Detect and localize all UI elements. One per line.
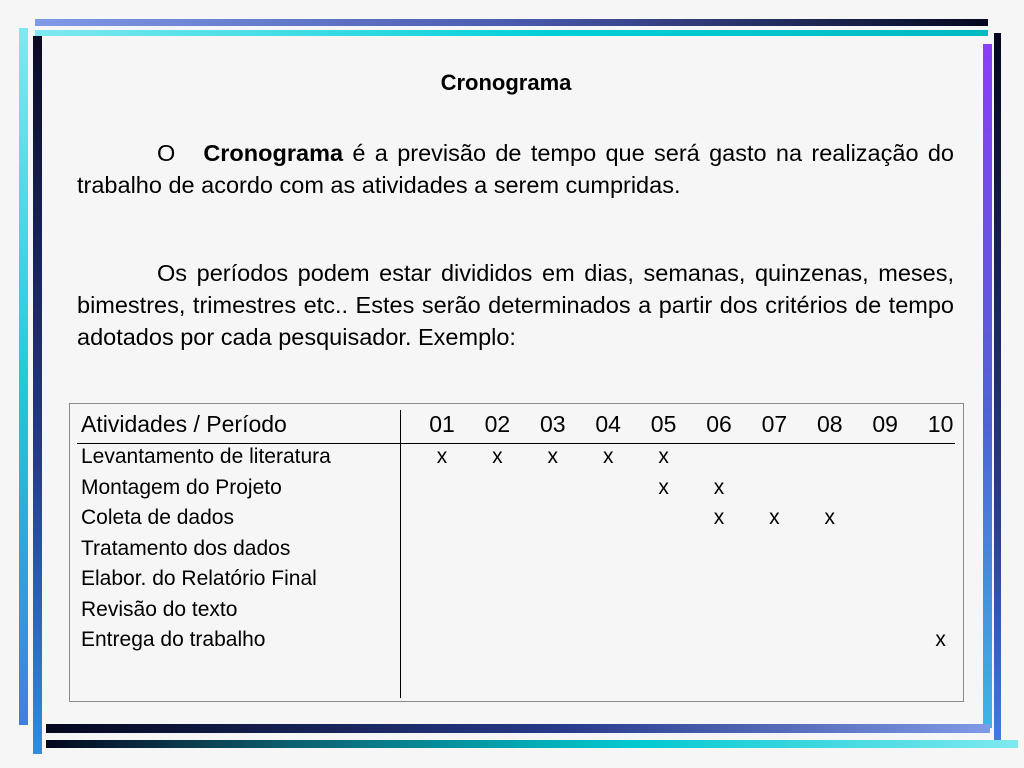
period-header-04: 04 [595,411,621,437]
paragraph1-bold-term: Cronograma [203,140,344,166]
activity-label: Coleta de dados [81,506,234,529]
activity-label: Tratamento dos dados [81,536,291,560]
schedule-mark-02: x [492,445,503,468]
period-header-09: 09 [872,411,898,437]
activity-label: Montagem do Projeto [81,475,282,499]
schedule-mark-10: x [935,628,946,651]
period-header-01: 01 [429,411,455,437]
schedule-mark-05: x [658,475,669,499]
definition-paragraph [77,137,954,201]
paragraph1-rest: é a previsão de tempo que será gasto na realização do trabalho de acordo com as atividades a serem cumpridas. [77,140,954,198]
paragraph1-indent-word: O [157,140,176,166]
period-header-10: 10 [927,411,954,437]
schedule-mark-08: x [824,506,836,529]
paragraph2-text: Os períodos podem estar divididos em dias, semanas, quinzenas, meses, bimestres, trimestres etc.. Estes serão determinados a partir dos critérios de tempo adotados por cada pesquisador. Exemplo: [77,260,954,350]
schedule-mark-07: x [769,506,780,529]
period-header-08: 08 [817,411,843,437]
table-column-divider [400,410,401,698]
frame-bottom-cyan-bar [46,740,1018,748]
period-header-03: 03 [540,411,566,437]
frame-top-dark-bar [35,19,988,26]
table-header-row [77,409,955,444]
schedule-mark-06: x [713,506,725,529]
period-header-02: 02 [484,411,511,437]
activity-label: Entrega do trabalho [81,628,266,651]
frame-right-purple-bar [983,44,992,728]
schedule-mark-06: x [713,475,725,499]
slide-title: Cronograma [440,70,572,95]
periods-paragraph [77,257,954,353]
period-header-05: 05 [650,411,677,437]
activity-label: Revisão do texto [81,597,238,621]
schedule-mark-01: x [436,445,448,468]
table-header-label: Atividades / Período [81,411,287,437]
frame-left-dark-bar [33,36,42,754]
frame-top-cyan-bar [35,30,988,36]
period-header-06: 06 [706,411,732,437]
frame-bottom-dark-bar [46,724,990,733]
frame-left-cyan-bar [19,28,28,725]
activity-label: Levantamento de literatura [81,445,331,468]
period-header-07: 07 [761,411,788,437]
frame-right-dark-bar [994,33,1001,744]
schedule-mark-04: x [602,445,614,468]
schedule-mark-05: x [658,445,669,468]
activity-label: Elabor. do Relatório Final [81,567,317,590]
schedule-mark-03: x [547,445,559,468]
